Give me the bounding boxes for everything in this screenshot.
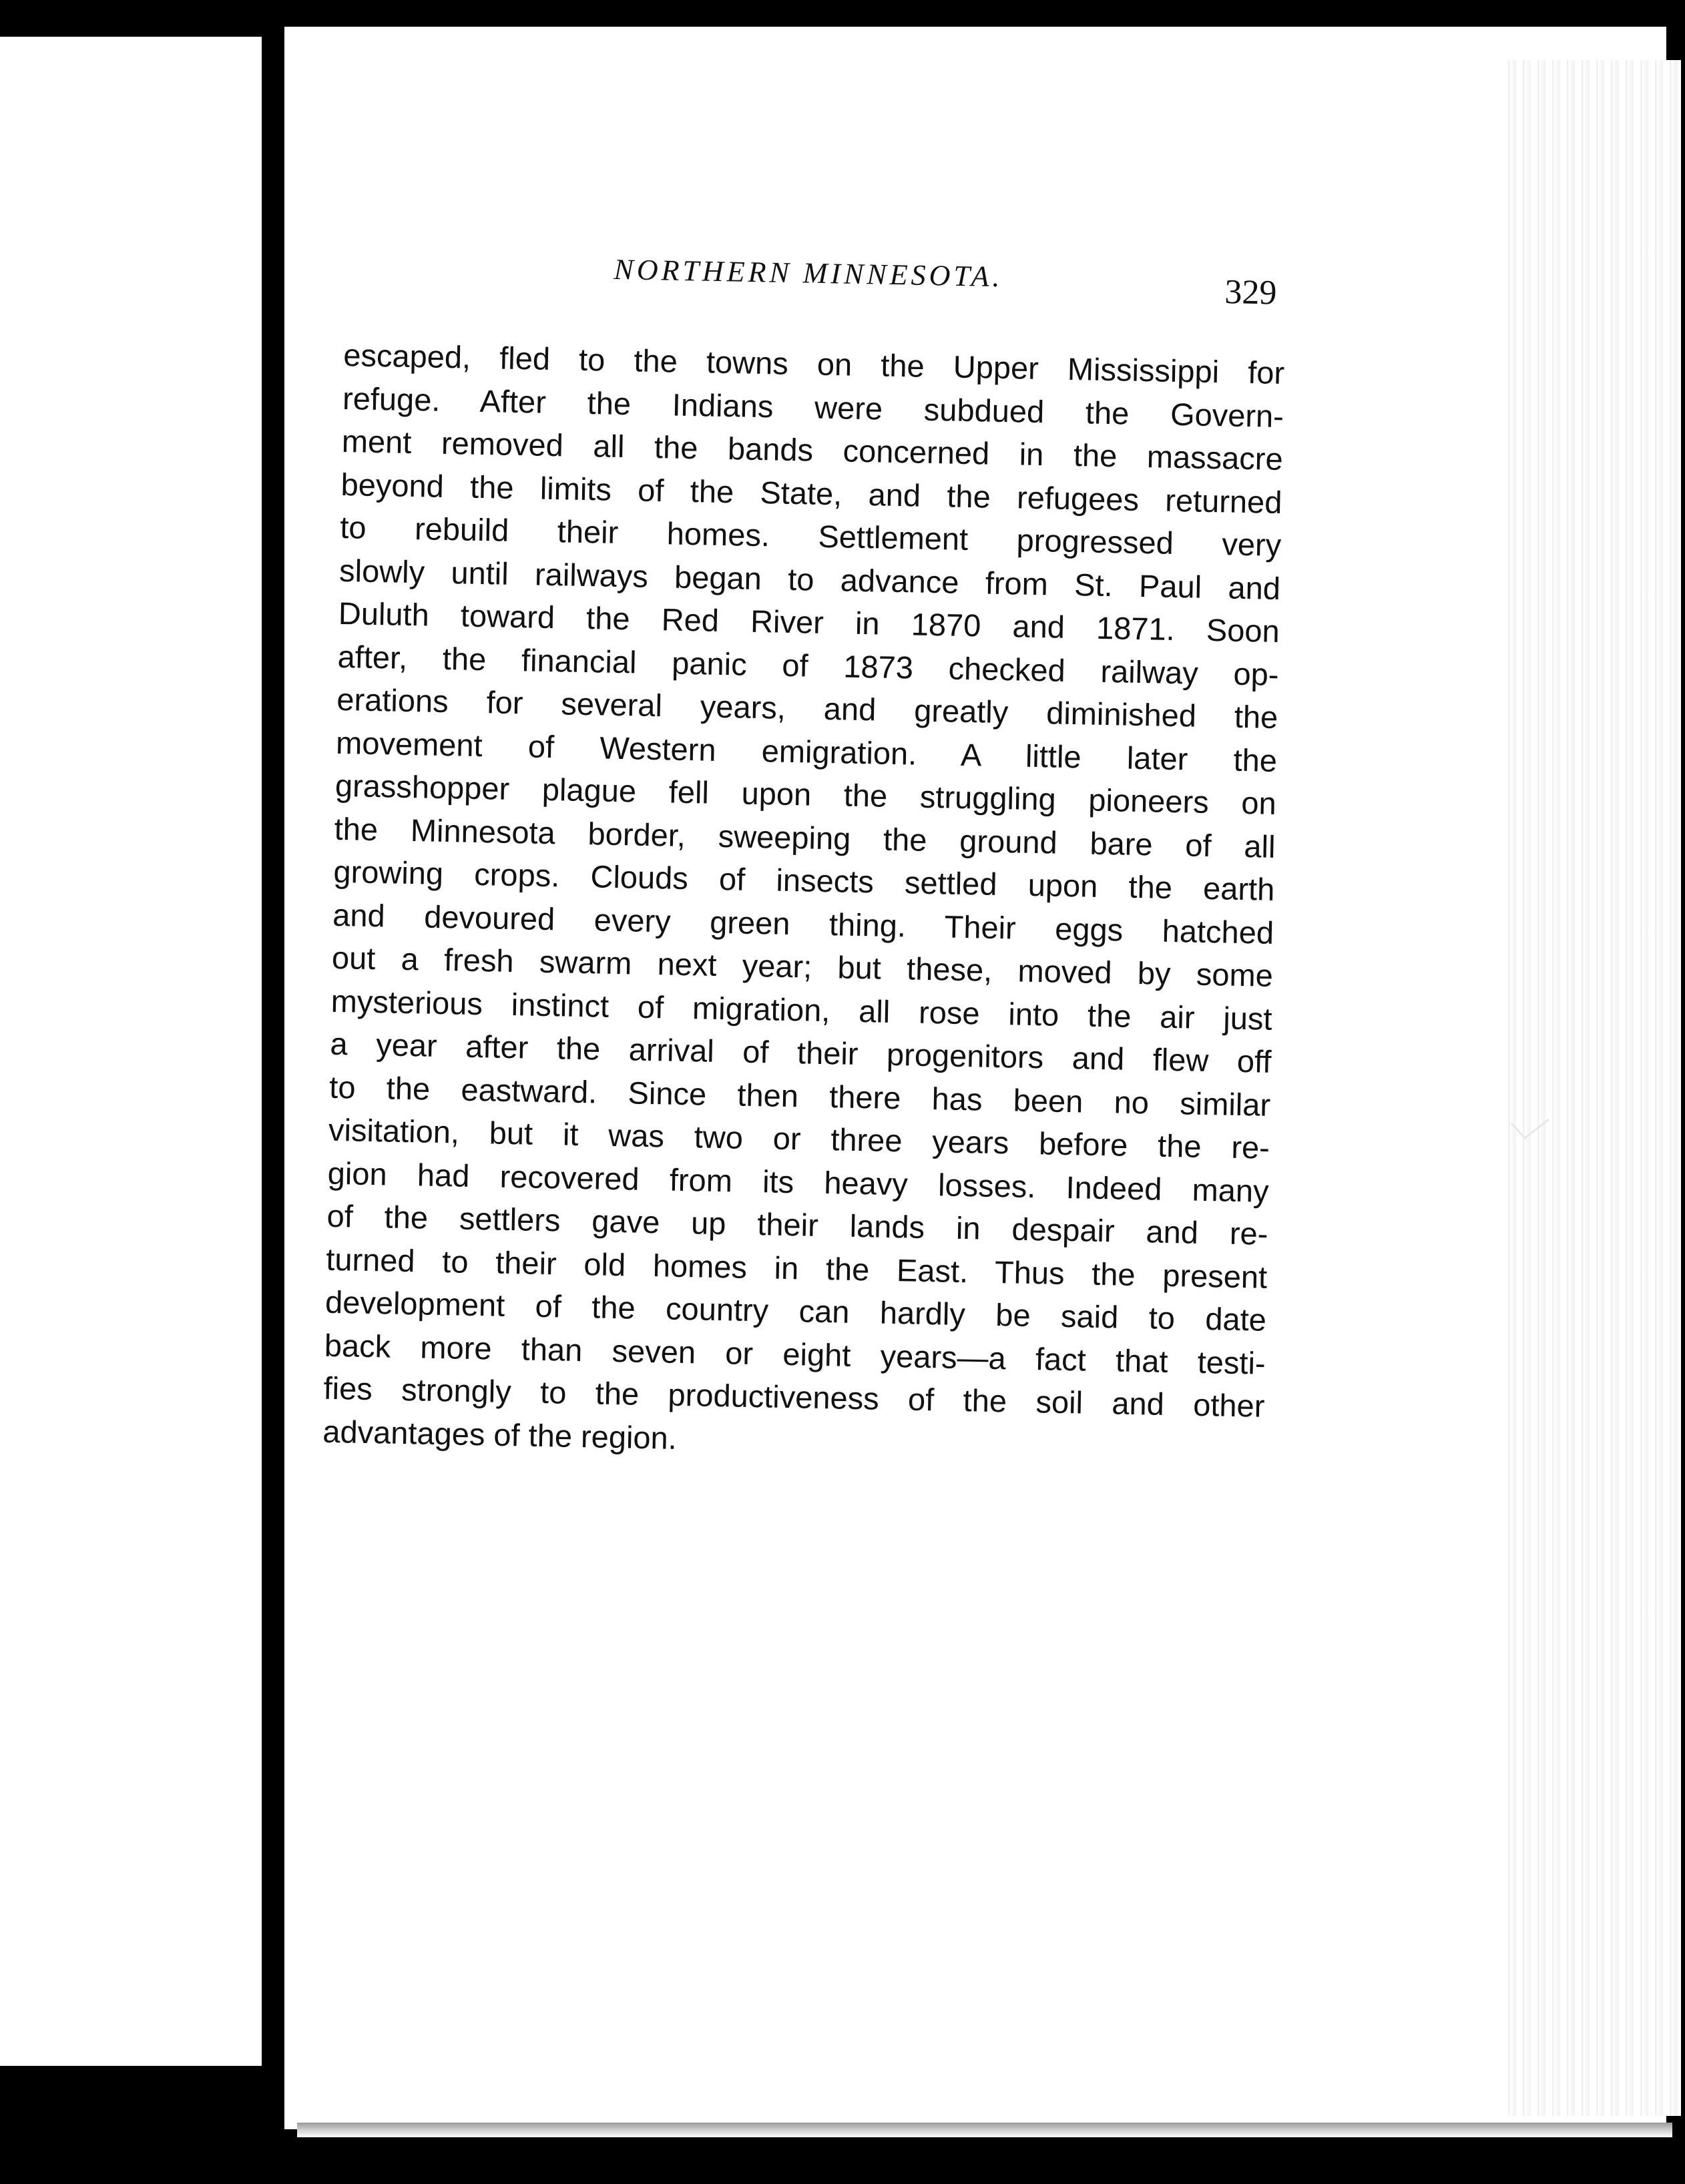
text-line: after, the financial panic of 1873 checked railway op- (337, 638, 1279, 692)
text-line: fies strongly to the productiveness of the soil and other (323, 1370, 1265, 1424)
text-line: and devoured every green thing. Their eggs hatched (332, 896, 1274, 950)
text-line: grasshopper plague fell upon the struggling pioneers on (334, 767, 1277, 821)
text-line: out a fresh swarm next year; but these, moved by some (331, 939, 1274, 993)
text-line: mysterious instinct of migration, all rose into the air just (330, 983, 1273, 1037)
text-line: growing crops. Clouds of insects settled upon the earth (333, 853, 1275, 907)
text-line: turned to their old homes in the East. Thus the present (325, 1241, 1268, 1295)
text-line: escaped, fled to the towns on the Upper Mississippi for (342, 336, 1285, 391)
text-line: a year after the arrival of their progenitors and flew off (330, 1025, 1272, 1079)
facing-page-edge (0, 37, 262, 2066)
running-head: NORTHERN MINNESOTA. (614, 252, 1003, 294)
body-text (322, 334, 1285, 1471)
text-line: beyond the limits of the State, and the refugees returned (340, 466, 1282, 520)
text-line: advantages of the region. (322, 1413, 678, 1456)
text-line: visitation, but it was two or three years before the re- (328, 1111, 1270, 1165)
text-line: of the settlers gave up their lands in despair and re- (326, 1197, 1268, 1252)
text-line: erations for several years, and greatly diminished the (336, 681, 1278, 735)
text-line: ment removed all the bands concerned in the massacre (341, 423, 1284, 477)
text-line: slowly until railways began to advance from St. Paul and (338, 552, 1281, 606)
text-line: back more than seven or eight years—a fact that testi- (324, 1327, 1266, 1381)
text-line: development of the country can hardly be said to date (324, 1284, 1267, 1338)
text-line: gion had recovered from its heavy losses. Indeed many (327, 1155, 1270, 1209)
page-number: 329 (1224, 272, 1277, 312)
text-line: movement of Western emigration. A little later the (335, 724, 1278, 778)
text-line: to the eastward. Since then there has been no similar (328, 1069, 1271, 1123)
text-line: Duluth toward the Red River in 1870 and 1871. Soon (338, 595, 1280, 649)
page-bottom-shadow (297, 2123, 1672, 2137)
page-edges (1502, 60, 1681, 2116)
text-line: to rebuild their homes. Settlement progressed very (339, 509, 1282, 563)
text-line: the Minnesota border, sweeping the ground bare of all (334, 810, 1276, 864)
fold-mark-icon (1510, 1118, 1550, 1145)
text-line: refuge. After the Indians were subdued the Govern- (342, 380, 1284, 434)
